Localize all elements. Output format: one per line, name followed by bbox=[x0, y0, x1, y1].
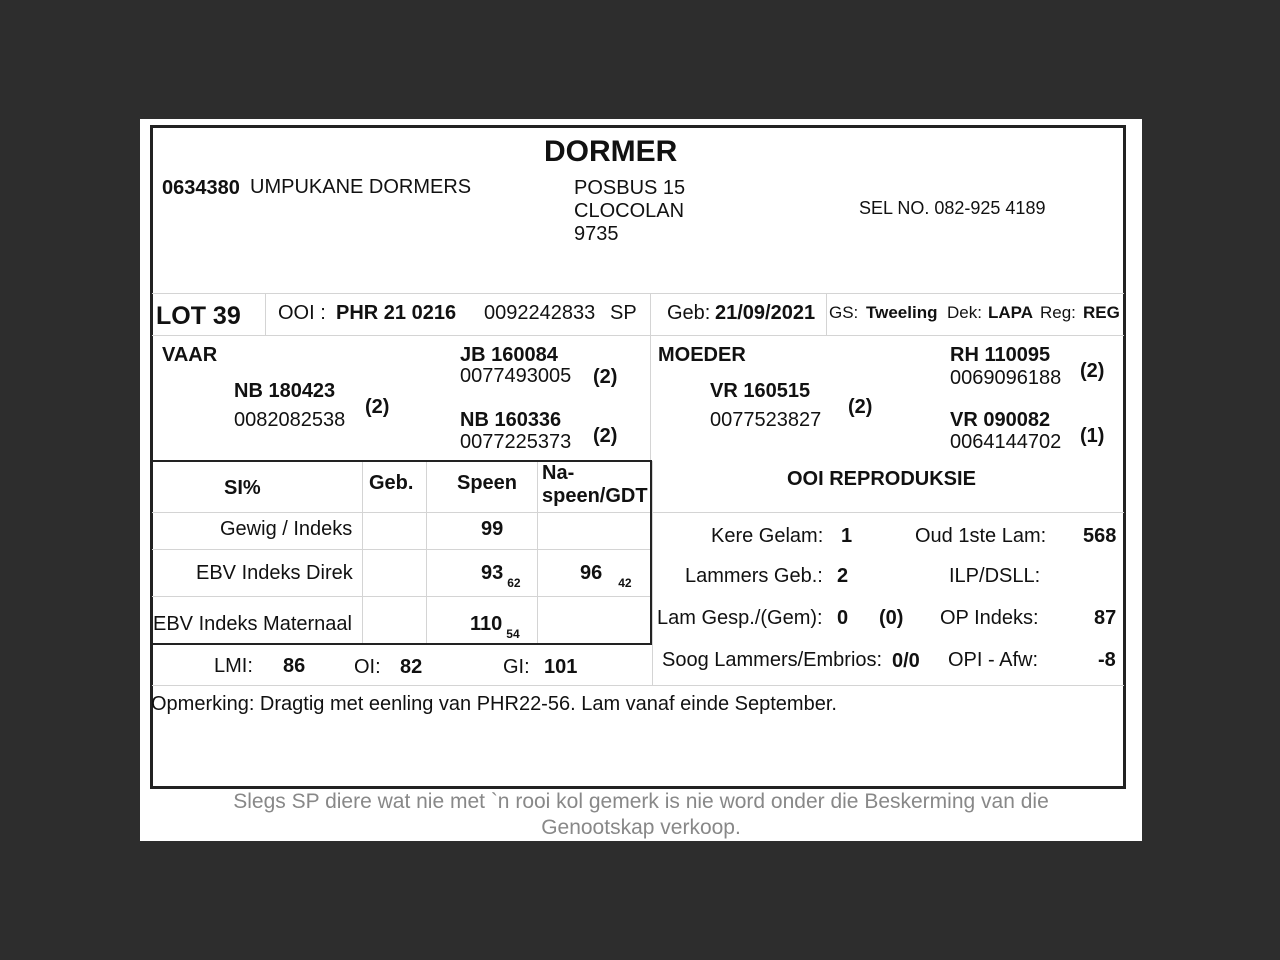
col-speen: Speen bbox=[457, 472, 518, 494]
oi-value: 82 bbox=[400, 656, 423, 678]
remark: Opmerking: Dragtig met eenling van PHR22-56. Lam vanaf einde September. bbox=[151, 693, 837, 715]
sire-id: NB 180423 bbox=[234, 380, 336, 402]
sire-dam-count: (2) bbox=[593, 425, 618, 447]
owner-name: UMPUKANE DORMERS bbox=[250, 176, 472, 198]
owner-code: 0634380 bbox=[162, 177, 240, 199]
op-value: 87 bbox=[1094, 607, 1117, 629]
dam-sire-number: 0069096188 bbox=[950, 367, 1062, 389]
ooi-label: OOI : bbox=[278, 302, 326, 324]
oud-value: 568 bbox=[1083, 525, 1117, 547]
gs-label: GS: bbox=[829, 303, 859, 322]
sp-mark: SP bbox=[610, 302, 637, 324]
sire-sire-count: (2) bbox=[593, 366, 618, 388]
dam-number: 0077523827 bbox=[710, 409, 822, 431]
phone-number: SEL NO. 082-925 4189 bbox=[859, 198, 1046, 218]
col-geb: Geb. bbox=[369, 472, 414, 494]
col-naspeen-2: speen/GDT bbox=[542, 485, 648, 507]
dam-count: (2) bbox=[848, 396, 873, 418]
gem-value: (0) bbox=[879, 607, 904, 629]
sire-number: 0082082538 bbox=[234, 409, 346, 431]
dam-sire-count: (2) bbox=[1080, 360, 1105, 382]
card-frame bbox=[150, 125, 1126, 789]
lot-number: LOT 39 bbox=[156, 302, 241, 330]
opi-label: OPI - Afw: bbox=[948, 649, 1039, 671]
soog-value: 0/0 bbox=[892, 650, 920, 672]
row-direk-speen: 93 $_{62}$ bbox=[481, 562, 521, 590]
dam-id: VR 160515 bbox=[710, 380, 811, 402]
dam-dam-number: 0064144702 bbox=[950, 431, 1062, 453]
soog-label: Soog Lammers/Embrios: bbox=[662, 649, 883, 671]
row-maternaal-label: EBV Indeks Maternaal bbox=[153, 613, 352, 635]
footer-line-1: Slegs SP diere wat nie met `n rooi kol gemerk is nie word onder die Beskerming van die bbox=[233, 790, 1049, 813]
address-line-2: CLOCOLAN bbox=[574, 200, 685, 222]
kere-label: Kere Gelam: bbox=[711, 525, 824, 547]
op-label: OP Indeks: bbox=[940, 607, 1039, 629]
address-line-3: 9735 bbox=[574, 223, 619, 245]
dek-label: Dek: bbox=[947, 303, 982, 322]
breed-title: DORMER bbox=[544, 135, 678, 168]
registration-number: 0092242833 bbox=[484, 302, 596, 324]
row-gewig-speen: 99 bbox=[481, 518, 504, 540]
sire-sire-number: 0077493005 bbox=[460, 365, 572, 387]
vaar-label: VAAR bbox=[162, 344, 218, 366]
col-naspeen-1: Na- bbox=[542, 462, 575, 484]
lmi-label: LMI: bbox=[214, 655, 253, 677]
birth-date-label: Geb: bbox=[667, 302, 711, 324]
footer-line-2: Genootskap verkoop. bbox=[541, 816, 741, 839]
gesp-label: Lam Gesp./(Gem): bbox=[657, 607, 823, 629]
row-direk-label: EBV Indeks Direk bbox=[196, 562, 353, 584]
lammers-value: 2 bbox=[837, 565, 849, 587]
address-line-1: POSBUS 15 bbox=[574, 177, 686, 199]
sale-catalogue-card bbox=[140, 119, 1142, 841]
dam-sire-id: RH 110095 bbox=[950, 344, 1051, 366]
row-maternaal-speen: 110 $_{54}$ bbox=[470, 613, 520, 641]
row-direk-naspeen: 96 $_{42}$ bbox=[580, 562, 632, 590]
reg-value: REG bbox=[1083, 303, 1120, 322]
gs-value: Tweeling bbox=[866, 303, 938, 322]
ilp-label: ILP/DSLL: bbox=[949, 565, 1041, 587]
opi-value: -8 bbox=[1098, 649, 1116, 671]
oud-label: Oud 1ste Lam: bbox=[915, 525, 1047, 547]
dek-value: LAPA bbox=[988, 303, 1034, 322]
gi-label: GI: bbox=[503, 656, 530, 678]
row-gewig-label: Gewig / Indeks bbox=[220, 518, 353, 540]
gesp-value: 0 bbox=[837, 607, 849, 629]
sire-sire-id: JB 160084 bbox=[460, 344, 558, 366]
moeder-label: MOEDER bbox=[658, 344, 746, 366]
sire-dam-id: NB 160336 bbox=[460, 409, 562, 431]
sire-count: (2) bbox=[365, 396, 390, 418]
repro-title: OOI REPRODUKSIE bbox=[787, 468, 976, 490]
oi-label: OI: bbox=[354, 656, 381, 678]
sire-dam-number: 0077225373 bbox=[460, 431, 572, 453]
kere-value: 1 bbox=[841, 525, 853, 547]
lmi-value: 86 bbox=[283, 655, 306, 677]
gi-value: 101 bbox=[544, 656, 578, 678]
birth-date: 21/09/2021 bbox=[715, 302, 816, 324]
col-si: SI% bbox=[224, 477, 261, 499]
dam-dam-id: VR 090082 bbox=[950, 409, 1051, 431]
dam-dam-count: (1) bbox=[1080, 425, 1105, 447]
reg-label: Reg: bbox=[1040, 303, 1076, 322]
ooi-id: PHR 21 0216 bbox=[336, 302, 457, 324]
lammers-label: Lammers Geb.: bbox=[685, 565, 823, 587]
